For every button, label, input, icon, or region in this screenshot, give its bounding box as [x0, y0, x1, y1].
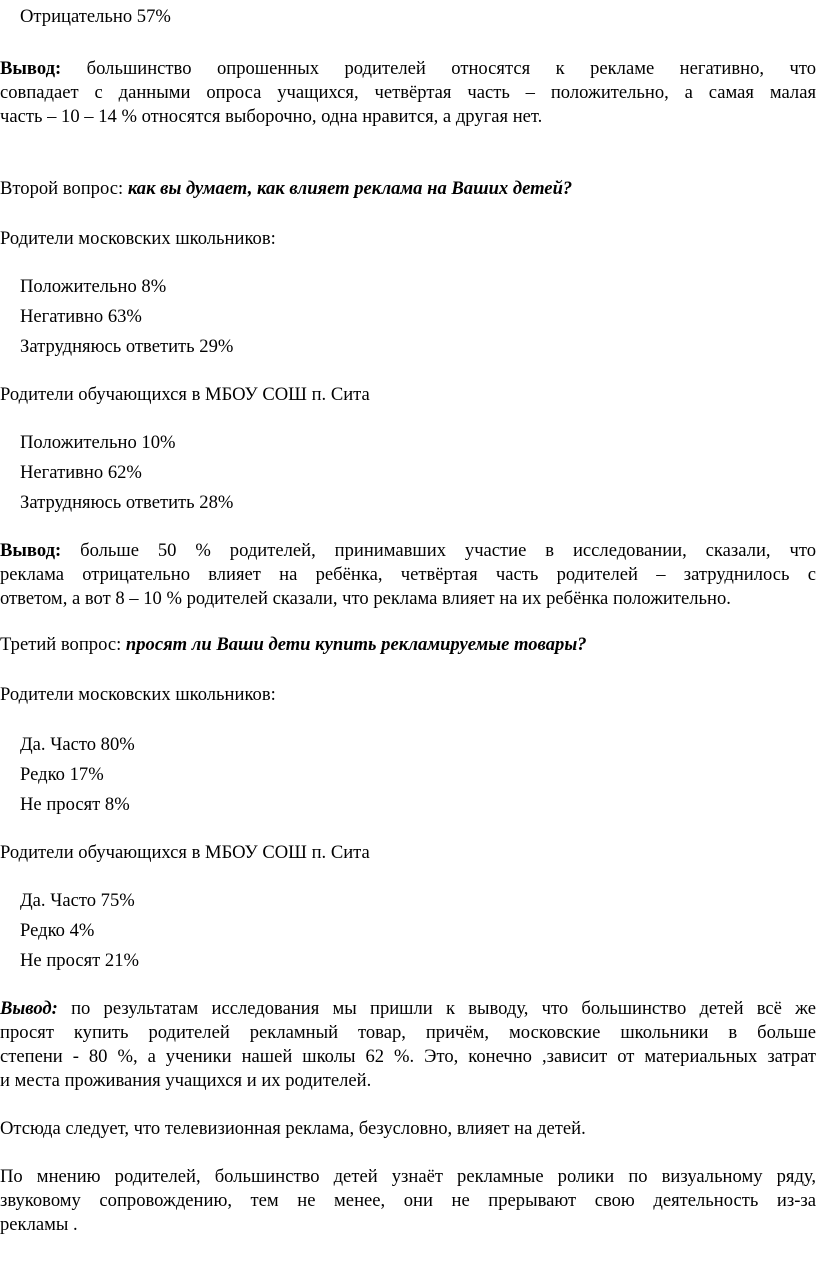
conclusion-1-line-2: совпадает с данными опроса учащихся, четвёртая часть – положительно, а самая малая	[0, 82, 816, 103]
final-paragraph-line-2: звуковому сопровождению, тем не менее, они не прерывают свою деятельность из-за	[0, 1190, 816, 1211]
list-item: Не просят 21%	[20, 950, 139, 971]
conclusion-1-line-3: часть – 10 – 14 % относятся выборочно, одна нравится, а другая нет.	[0, 106, 543, 127]
list-item: Не просят 8%	[20, 794, 130, 815]
conclusion-label: Вывод:	[0, 58, 62, 79]
list-item: Затрудняюсь ответить 28%	[20, 492, 234, 513]
list-item: Да. Часто 75%	[20, 890, 135, 911]
conclusion-label: Вывод:	[0, 540, 62, 561]
list-item: Негативно 63%	[20, 306, 142, 327]
group-sita-label: Родители обучающихся в МБОУ СОШ п. Сита	[0, 842, 370, 863]
conclusion-3-line-1: Вывод: по результатам исследования мы пришли к выводу, что большинство детей всё же	[0, 998, 816, 1019]
list-item: Редко 4%	[20, 920, 95, 941]
conclusion-3-line-2: просят купить родителей рекламный товар, причём, московские школьники в больше	[0, 1022, 816, 1043]
list-item: Положительно 8%	[20, 276, 167, 297]
group-sita-label: Родители обучающихся в МБОУ СОШ п. Сита	[0, 384, 370, 405]
conclusion-1-line-1: Вывод: большинство опрошенных родителей относятся к рекламе негативно, что	[0, 58, 816, 79]
conclusion-2-line-1: Вывод: больше 50 % родителей, принимавших участие в исследовании, сказали, что	[0, 540, 816, 561]
list-item: Да. Часто 80%	[20, 734, 135, 755]
group-moscow-label: Родители московских школьников:	[0, 684, 276, 705]
conclusion-3-line-4: и места проживания учащихся и их родителей.	[0, 1070, 372, 1091]
list-item: Редко 17%	[20, 764, 104, 785]
conclusion-2-line-3: ответом, а вот 8 – 10 % родителей сказали, что реклама влияет на их ребёнка положительно.	[0, 588, 731, 609]
question-2-text: как вы думает, как влияет реклама на Ваших детей?	[127, 178, 573, 199]
conclusion-2-line-2: реклама отрицательно влияет на ребёнка, четвёртая часть родителей – затруднилось с	[0, 564, 816, 585]
paragraph-tv: Отсюда следует, что телевизионная реклама, безусловно, влияет на детей.	[0, 1118, 586, 1139]
final-paragraph-line-3: рекламы .	[0, 1214, 78, 1235]
group-moscow-label: Родители московских школьников:	[0, 228, 276, 249]
answer-negative-57: Отрицательно 57%	[20, 6, 171, 27]
list-item: Затрудняюсь ответить 29%	[20, 336, 234, 357]
question-3: Третий вопрос: просят ли Ваши дети купить рекламируемые товары?	[0, 634, 587, 655]
question-2: Второй вопрос: как вы думает, как влияет реклама на Ваших детей?	[0, 178, 573, 199]
conclusion-label: Вывод:	[0, 998, 58, 1019]
conclusion-3-line-3: степени - 80 %, а ученики нашей школы 62 %. Это, конечно ,зависит от материальных затрат	[0, 1046, 816, 1067]
list-item: Негативно 62%	[20, 462, 142, 483]
final-paragraph-line-1: По мнению родителей, большинство детей узнаёт рекламные ролики по визуальному ряду,	[0, 1166, 816, 1187]
question-3-text: просят ли Ваши дети купить рекламируемые товары?	[125, 634, 587, 655]
list-item: Положительно 10%	[20, 432, 176, 453]
